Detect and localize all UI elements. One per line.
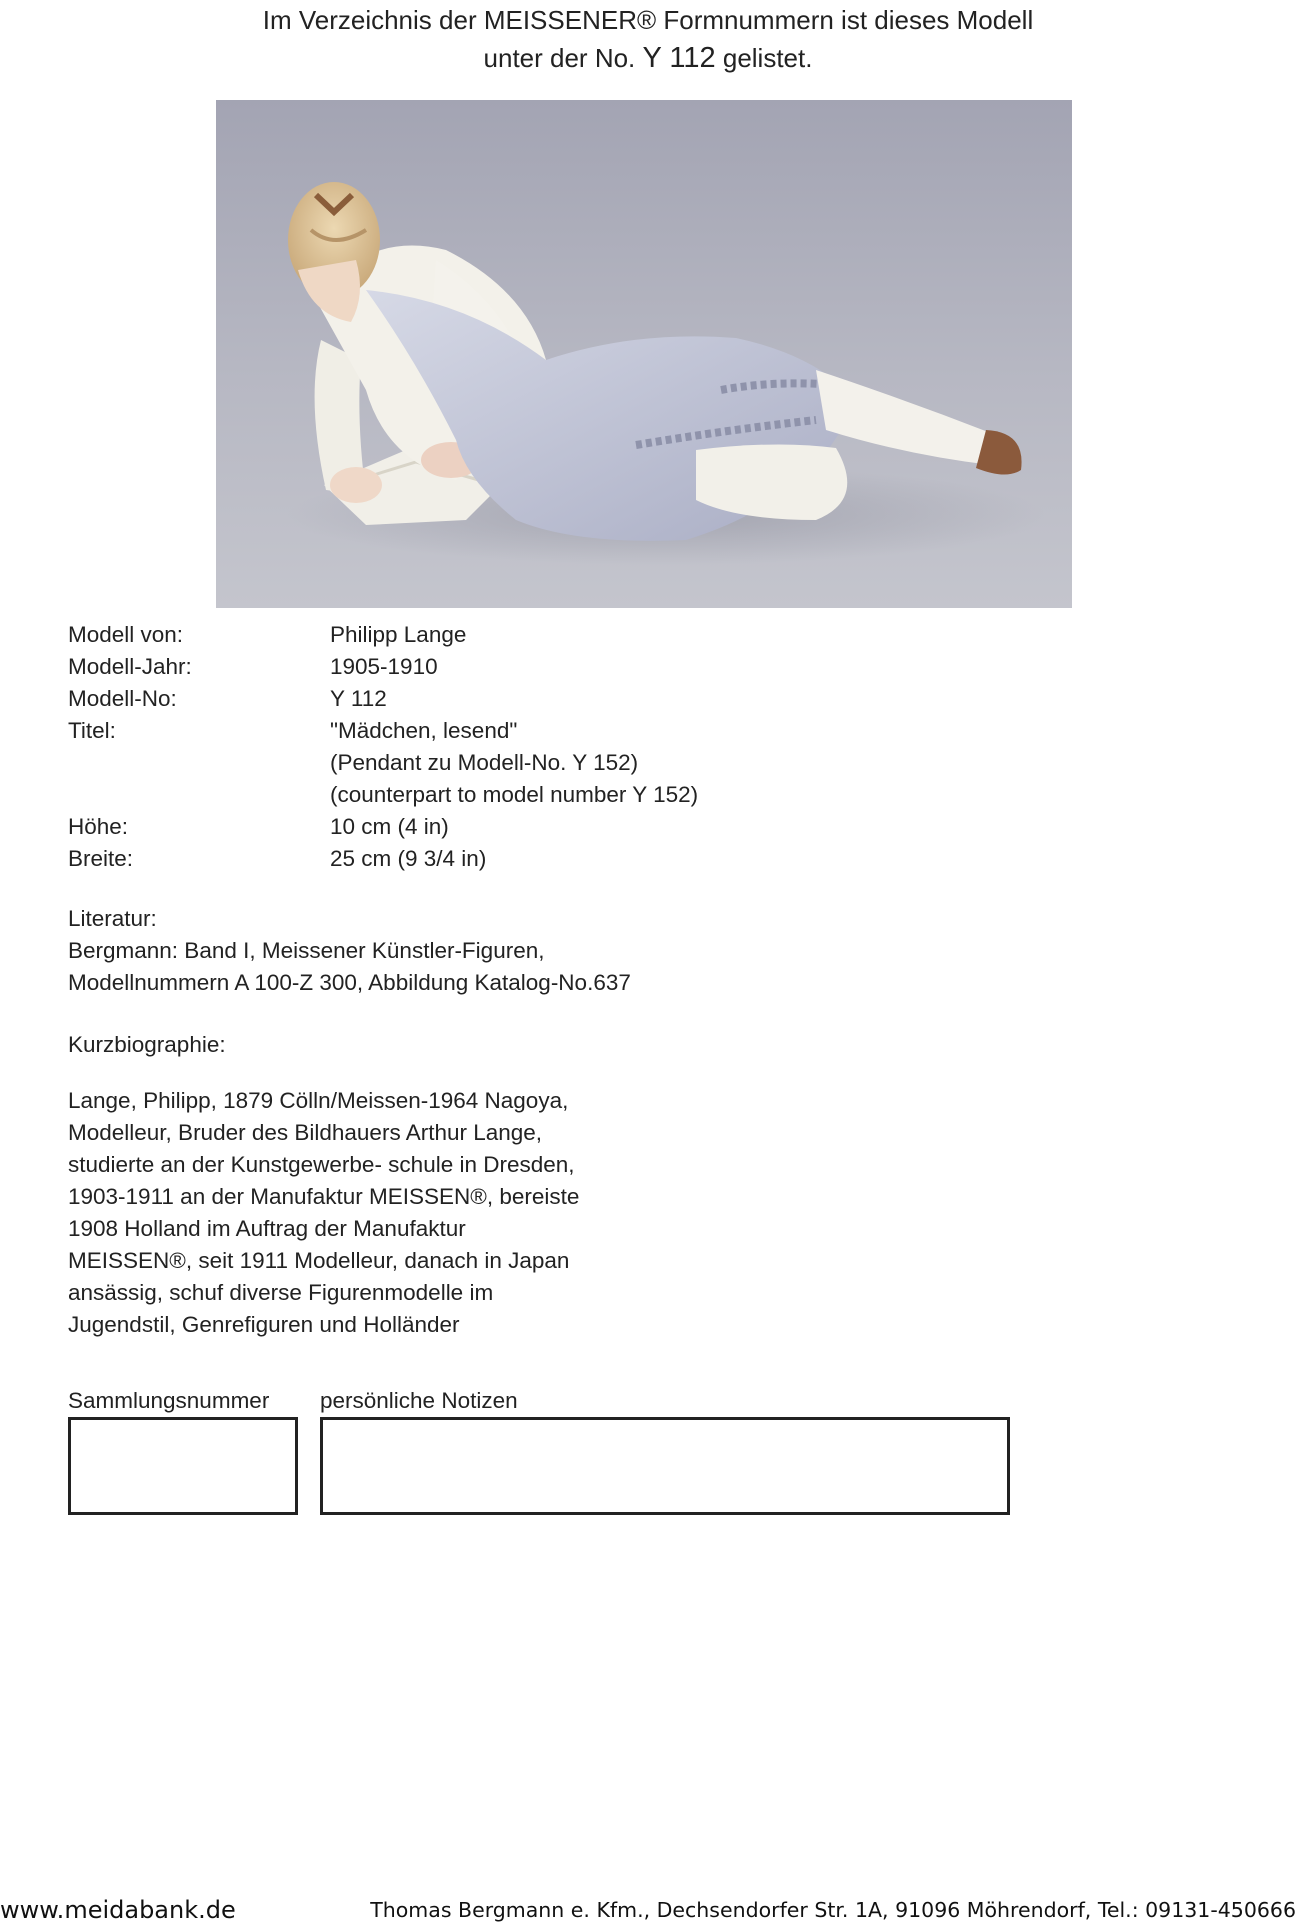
detail-row-modell-von bbox=[68, 619, 968, 651]
hoehe-value: 10 cm (4 in) bbox=[330, 814, 449, 839]
bio-line: Modelleur, Bruder des Bildhauers Arthur Lange, bbox=[68, 1120, 543, 1145]
model-details bbox=[68, 619, 968, 875]
bio-line: studierte an der Kunstgewerbe- schule in Dresden, bbox=[68, 1152, 575, 1177]
footer-address: Thomas Bergmann e. Kfm., Dechsendorfer Str. 1A, 91096 Möhrendorf, Tel.: 09131-450666 bbox=[370, 1898, 1296, 1922]
bio-line: Jugendstil, Genrefiguren und Holländer bbox=[68, 1312, 460, 1337]
page-header bbox=[0, 0, 1296, 77]
bio-line: 1908 Holland im Auftrag der Manufaktur bbox=[68, 1216, 466, 1241]
titel-note-en: (counterpart to model number Y 152) bbox=[330, 782, 699, 807]
modell-no-label: Modell-No: bbox=[68, 686, 177, 711]
breite-value: 25 cm (9 3/4 in) bbox=[330, 846, 487, 871]
bio-line: MEISSEN®, seit 1911 Modelleur, danach in Japan bbox=[68, 1248, 570, 1273]
sammlungsnummer-field[interactable] bbox=[68, 1417, 298, 1515]
literatur-line-2: Modellnummern A 100-Z 300, Abbildung Katalog-No.637 bbox=[68, 970, 631, 995]
detail-row-modell-no bbox=[68, 683, 968, 715]
bio-line: 1903-1911 an der Manufaktur MEISSEN®, bereiste bbox=[68, 1184, 580, 1209]
header-line-2 bbox=[0, 39, 1296, 77]
titel-value: "Mädchen, lesend" bbox=[330, 718, 518, 743]
bio-line: Lange, Philipp, 1879 Cölln/Meissen-1964 Nagoya, bbox=[68, 1088, 569, 1113]
figurine-photo bbox=[216, 100, 1072, 608]
literatur-line-1: Bergmann: Band I, Meissener Künstler-Figuren, bbox=[68, 938, 545, 963]
detail-row-titel bbox=[68, 715, 968, 811]
porcelain-figurine-icon bbox=[216, 100, 1072, 608]
detail-row-modell-jahr bbox=[68, 651, 968, 683]
modell-no-value: Y 112 bbox=[330, 686, 387, 711]
modell-jahr-label: Modell-Jahr: bbox=[68, 654, 192, 679]
notizen-label: persönliche Notizen bbox=[320, 1388, 518, 1413]
titel-note-de: (Pendant zu Modell-No. Y 152) bbox=[330, 750, 639, 775]
modell-jahr-value: 1905-1910 bbox=[330, 654, 438, 679]
sammlungsnummer-label: Sammlungsnummer bbox=[68, 1388, 270, 1413]
header-suffix: gelistet. bbox=[722, 43, 813, 73]
footer-website[interactable]: www.meidabank.de bbox=[0, 1896, 236, 1924]
literatur-section bbox=[68, 903, 968, 999]
kurzbiographie-text bbox=[68, 1085, 768, 1341]
bio-line: ansässig, schuf diverse Figurenmodelle im bbox=[68, 1280, 494, 1305]
modell-von-value: Philipp Lange bbox=[330, 622, 467, 647]
notizen-field[interactable] bbox=[320, 1417, 1010, 1515]
detail-row-breite bbox=[68, 843, 968, 875]
modell-von-label: Modell von: bbox=[68, 622, 184, 647]
literatur-label: Literatur: bbox=[68, 906, 157, 931]
header-model-number: Y 112 bbox=[642, 42, 716, 74]
hoehe-label: Höhe: bbox=[68, 814, 129, 839]
titel-label: Titel: bbox=[68, 718, 116, 743]
kurzbiographie-label: Kurzbiographie: bbox=[68, 1032, 226, 1057]
header-line-1: Im Verzeichnis der MEISSENER® Formnummern ist dieses Modell bbox=[262, 5, 1034, 35]
header-prefix: unter der No. bbox=[483, 43, 636, 73]
detail-row-hoehe bbox=[68, 811, 968, 843]
breite-label: Breite: bbox=[68, 846, 134, 871]
